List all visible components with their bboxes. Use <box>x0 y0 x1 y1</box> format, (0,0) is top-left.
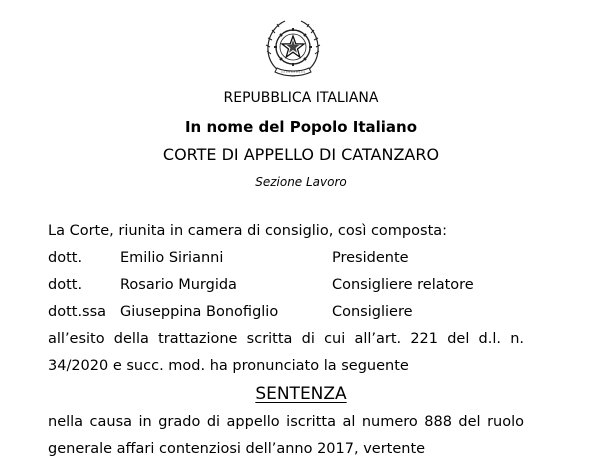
judge-role: Consigliere <box>332 304 413 320</box>
heading-in-the-name-of-people: In nome del Popolo Italiano <box>184 118 418 136</box>
judge-title: dott.ssa <box>48 304 107 320</box>
composition-intro: La Corte, riunita in camera di consiglio, così composta: <box>48 223 448 239</box>
italian-republic-emblem-icon <box>259 14 327 82</box>
judge-name: Giuseppina Bonofiglio <box>120 304 279 320</box>
sentenza-heading-text: SENTENZA <box>255 384 347 404</box>
esito-line-2: 34/2020 e succ. mod. ha pronunciato la seguente <box>48 358 409 374</box>
causa-line-1: nella causa in grado di appello iscritta al numero 888 del ruolo <box>48 414 524 430</box>
judge-name: Emilio Sirianni <box>120 250 224 266</box>
heading-section: Sezione Lavoro <box>255 175 347 189</box>
sentenza-heading <box>0 383 602 405</box>
judge-role: Consigliere relatore <box>332 277 474 293</box>
judge-title: dott. <box>48 277 83 293</box>
causa-line-2: generale affari contenziosi dell’anno 2017, vertente <box>48 441 426 457</box>
heading-court: CORTE DI APPELLO DI CATANZARO <box>162 145 440 164</box>
judge-role: Presidente <box>332 250 409 266</box>
truncated-next-line <box>273 462 303 471</box>
judge-name: Rosario Murgida <box>120 277 237 293</box>
heading-republic: REPUBBLICA ITALIANA <box>223 90 379 106</box>
judge-title: dott. <box>48 250 83 266</box>
esito-line-1: all’esito della trattazione scritta di cui all’art. 221 del d.l. n. <box>48 331 524 347</box>
